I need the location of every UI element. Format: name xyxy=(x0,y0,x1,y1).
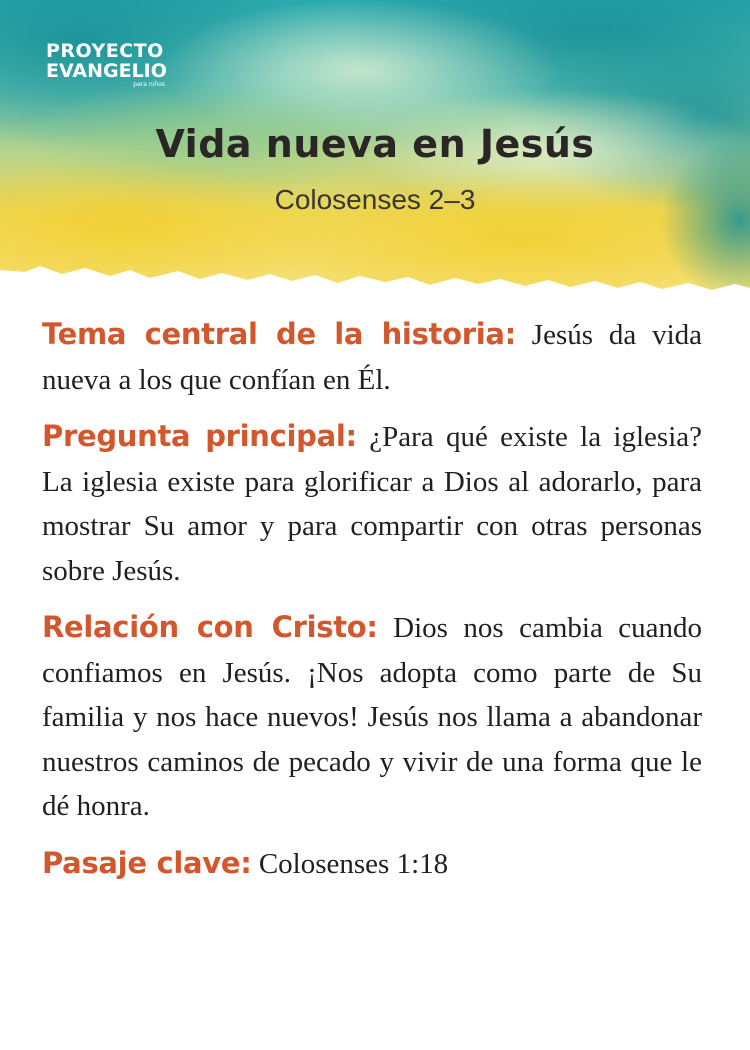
page-subtitle: Colosenses 2–3 xyxy=(274,184,476,215)
logo-line-para-ninos: para niños xyxy=(133,81,165,88)
proyecto-evangelio-logo xyxy=(46,42,167,88)
logo-line-proyecto: PROYECTO xyxy=(46,40,164,62)
section-text: ¿Para qué existe la iglesia? La iglesia existe para glorificar a Dios al adorarlo, para mostrar Su amor y para compartir con otras personas sobre Jesús. xyxy=(42,421,703,587)
section-main-theme xyxy=(42,312,702,402)
section-text: Dios nos cambia cuando confiamos en Jesús. ¡Nos adopta como parte de Su familia y nos hace nuevos! Jesús nos llama a abandonar nuestros caminos de pecado y vivir de una forma que le dé honra. xyxy=(42,612,702,822)
section-text: Colosenses 1:18 xyxy=(258,847,449,880)
lesson-body xyxy=(42,312,702,898)
page-title: Vida nueva en Jesús xyxy=(155,122,595,166)
section-christ-connection xyxy=(42,605,702,829)
logo-line-evangelio: EVANGELIO xyxy=(46,60,167,82)
section-key-passage xyxy=(42,841,702,887)
section-label: Pregunta principal: xyxy=(42,419,357,453)
section-main-question xyxy=(42,414,702,593)
section-label: Relación con Cristo: xyxy=(42,610,378,644)
section-label: Tema central de la historia: xyxy=(42,317,516,351)
section-label: Pasaje clave: xyxy=(42,845,252,880)
section-text: Jesús da vida nueva a los que confían en Él. xyxy=(42,319,703,396)
